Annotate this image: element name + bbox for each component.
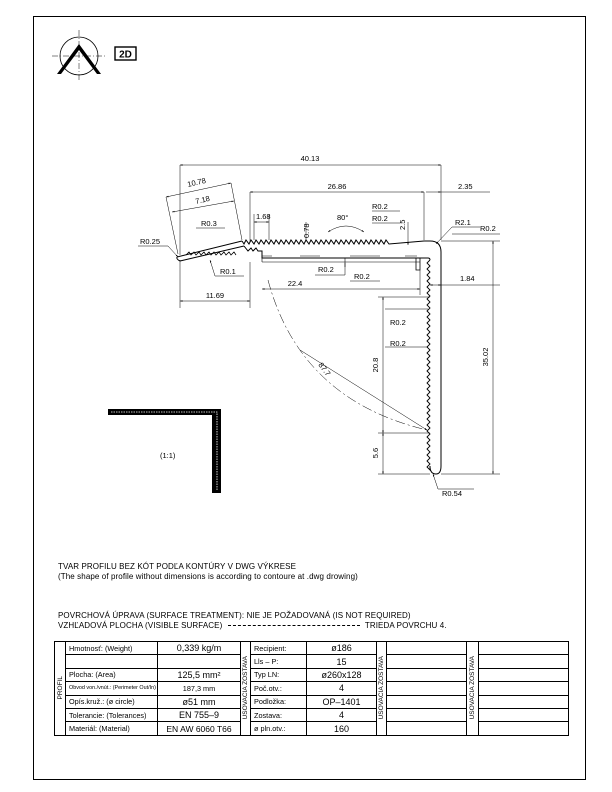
- empty-cell: [479, 695, 569, 708]
- dim-tooth-angle: 80°: [337, 213, 349, 222]
- radius-r02-e: R0.2: [390, 318, 406, 327]
- row-value: 187,3 mm: [158, 682, 241, 695]
- dim-radius-large: 87.7: [316, 360, 333, 378]
- radius-r054: R0.54: [442, 489, 463, 498]
- empty-cell: [387, 722, 467, 735]
- usovacia-zostava-label-3: USOVACIA ZOSTAVA: [469, 655, 476, 720]
- radius-r02-f: R0.2: [390, 339, 406, 348]
- row-label-right: Typ LN:: [251, 668, 307, 681]
- empty-cell: [479, 668, 569, 681]
- dim-slant-length: 10.78: [186, 175, 207, 189]
- empty-cell: [387, 668, 467, 681]
- dim-serration-pitch: 1.68: [256, 212, 271, 221]
- dim-leg-offset: 1.84: [460, 274, 475, 283]
- empty-cell: [479, 642, 569, 655]
- table-row: [55, 655, 569, 668]
- empty-cell: [479, 722, 569, 735]
- empty-cell: [387, 695, 467, 708]
- note-visible-surface: [58, 621, 447, 631]
- dim-top-length: 26.86: [327, 182, 347, 191]
- radius-r02-d: R0.2: [354, 272, 370, 281]
- row-value: EN 755–9: [158, 708, 241, 721]
- dim-lip-height: 2.5: [398, 219, 407, 230]
- profil-cell: [55, 642, 66, 736]
- table-row: [55, 642, 569, 655]
- profil-label: PROFIL: [56, 675, 64, 700]
- radius-r02-b: R0.2: [372, 214, 388, 223]
- row-value: [158, 655, 241, 668]
- note-shape-sk: TVAR PROFILU BEZ KÓT PODĽA KONTÚRY V DWG VÝKRESE: [58, 562, 297, 571]
- radius-r02-a: R0.2: [372, 202, 388, 211]
- empty-cell: [387, 655, 467, 668]
- row-label-right: Lls – P:: [251, 655, 307, 668]
- row-label: Obvod von./vnút.: (Perimeter Out/In): [66, 682, 158, 695]
- empty-cell: [479, 708, 569, 721]
- dim-leg-bottom: 5.6: [371, 447, 380, 459]
- table-row: [55, 668, 569, 681]
- row-value: 125,5 mm²: [158, 668, 241, 681]
- scale-label: (1:1): [160, 451, 176, 460]
- radius-r02-g: R0.2: [480, 224, 496, 233]
- row-label: [66, 655, 158, 668]
- visible-surface-label: VZHĽADOVÁ PLOCHA (VISIBLE SURFACE): [58, 621, 223, 630]
- table-row: [55, 722, 569, 735]
- dim-inner-length: 22.4: [287, 279, 303, 288]
- row-value-right: 160: [307, 722, 377, 735]
- row-value: ø51 mm: [158, 695, 241, 708]
- spec-table: [54, 641, 569, 736]
- row-value-right: 4: [307, 682, 377, 695]
- dim-right-offset: 2.35: [458, 182, 473, 191]
- usovacia-zostava-label-2: USOVACIA ZOSTAVA: [378, 655, 385, 720]
- note-shape-en: (The shape of profile without dimensions is according to contoure at .dwg drowing): [58, 572, 358, 581]
- empty-cell: [387, 682, 467, 695]
- dim-leg-height: 35.02: [481, 347, 490, 367]
- row-value: 0,339 kg/m: [158, 642, 241, 655]
- empty-cell: [387, 642, 467, 655]
- row-value-right: OP–1401: [307, 695, 377, 708]
- row-label: Opís.kruž.: (ø circle): [66, 695, 158, 708]
- radius-r025: R0.25: [140, 237, 161, 246]
- dim-tooth-height: 0.78: [302, 223, 311, 238]
- empty-cell: [387, 708, 467, 721]
- usovacia-zostava-label-1: USOVACIA ZOSTAVA: [242, 655, 249, 720]
- empty-cell: [479, 655, 569, 668]
- radius-r21: R2.1: [455, 218, 471, 227]
- radius-r01: R0.1: [220, 267, 236, 276]
- radius-r03: R0.3: [201, 219, 217, 228]
- empty-cell: [479, 682, 569, 695]
- dim-overall-width: 40.13: [300, 154, 320, 163]
- table-row: [55, 682, 569, 695]
- row-value: EN AW 6060 T66: [158, 722, 241, 735]
- row-label: Hmotnosť: (Weight): [66, 642, 158, 655]
- row-label-right: Podložka:: [251, 695, 307, 708]
- note-surface-treatment: POVRCHOVÁ ÚPRAVA (SURFACE TREATMENT): NIE JE POŽADOVANÁ (IS NOT REQUIRED): [58, 611, 411, 620]
- dim-slant-inner: 7.18: [194, 193, 211, 206]
- visible-surface-line: [228, 625, 360, 626]
- view-symbol: [52, 30, 136, 82]
- row-label-right: ø pln.otv.:: [251, 722, 307, 735]
- dimension-lines: [138, 165, 500, 489]
- row-label: Tolerancie: (Tolerances): [66, 708, 158, 721]
- row-value-right: 15: [307, 655, 377, 668]
- row-value-right: ø260x128: [307, 668, 377, 681]
- row-value-right: ø186: [307, 642, 377, 655]
- view-badge: 2D: [119, 49, 132, 61]
- row-label-right: Recipient:: [251, 642, 307, 655]
- row-label: Plocha: (Area): [66, 668, 158, 681]
- row-label: Materiál: (Material): [66, 722, 158, 735]
- table-row: [55, 708, 569, 721]
- surface-class-label: TRIEDA POVRCHU 4.: [364, 621, 447, 630]
- profile-thumbnail: [108, 409, 221, 493]
- row-label-right: Poč.otv.:: [251, 682, 307, 695]
- row-value-right: 4: [307, 708, 377, 721]
- row-label-right: Zostava:: [251, 708, 307, 721]
- table-row: [55, 695, 569, 708]
- dimension-texts: [140, 154, 496, 498]
- dim-leg-serrated: 20.8: [371, 357, 380, 373]
- dim-left-offset: 11.69: [205, 291, 225, 300]
- radius-r02-c: R0.2: [318, 265, 334, 274]
